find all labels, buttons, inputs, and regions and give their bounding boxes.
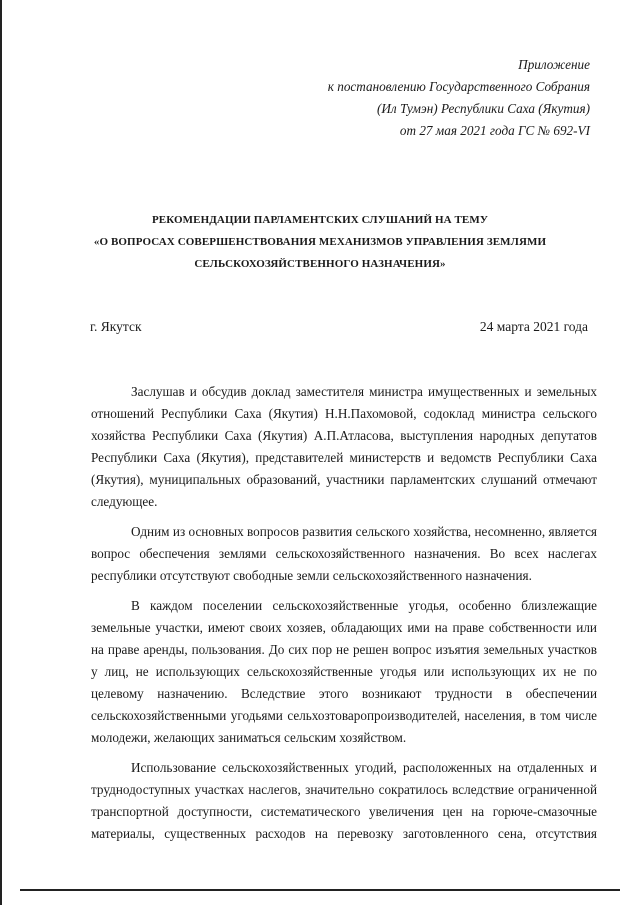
document-place: г. Якутск: [90, 319, 142, 334]
appendix-line-4: от 27 мая 2021 года ГС № 692-VI: [399, 123, 590, 138]
paragraph-1: Заслушав и обсудив доклад заместителя министра имущественных и земельных отношений Республики Саха (Якутия) Н.Н.Пахомовой, содоклад министра сельского хозяйства Республики Саха (Якутия) А.П.Атласова, выступления народных депутатов Республики Саха (Якутия), представителей министерств и ведомств Республики Саха (Якутия), муниципальных образований, участники парламентских слушаний отмечают следующее.: [91, 384, 597, 509]
appendix-header: [328, 54, 590, 142]
paragraph-4: Использование сельскохозяйственных угодий, расположенных на отдаленных и труднодоступных участках наслегов, значительно сократилось вследствие ограниченной транспортной доступности, систематического увеличения цен на горюче-смазочные материалы, существенных расходов на перевозку заготовленного сена, отсутствия: [91, 760, 597, 841]
document-title: [80, 209, 560, 275]
title-line-3: СЕЛЬСКОХОЗЯЙСТВЕННОГО НАЗНАЧЕНИЯ»: [194, 258, 446, 270]
appendix-line-1: Приложение: [518, 57, 590, 72]
scan-bottom-border: [20, 889, 620, 891]
title-line-2: «О ВОПРОСАХ СОВЕРШЕНСТВОВАНИЯ МЕХАНИЗМОВ УПРАВЛЕНИЯ ЗЕМЛЯМИ: [93, 236, 547, 248]
paragraph-2: Одним из основных вопросов развития сельского хозяйства, несомненно, является вопрос обеспечения землями сельскохозяйственного назначения. Во всех наслегах республики отсутствуют свободные земли сельскохозяйственного назначения.: [91, 524, 597, 583]
scan-left-border: [0, 0, 2, 905]
document-date: 24 марта 2021 года: [479, 319, 588, 334]
paragraph-3: В каждом поселении сельскохозяйственные угодья, особенно близлежащие земельные участки, имеют своих хозяев, обладающих ими на праве собственности или на праве аренды, пользования. До сих пор не решен вопрос изъятия земельных участков у лиц, не использующих сельскохозяйственные угодья или использующих их не по целевому назначению. Вследствие этого возникают трудности в обеспечении сельскохозяйственными угодьями сельхозтоваропроизводителей, населения, в том числе молодежи, желающих заниматься сельским хозяйством.: [91, 598, 597, 745]
document-body: [91, 381, 597, 845]
appendix-line-3: (Ил Тумэн) Республики Саха (Якутия): [376, 101, 590, 116]
appendix-line-2: к постановлению Государственного Собрания: [327, 79, 590, 94]
title-line-1: РЕКОМЕНДАЦИИ ПАРЛАМЕНТСКИХ СЛУШАНИЙ НА ТЕМУ: [151, 214, 489, 226]
